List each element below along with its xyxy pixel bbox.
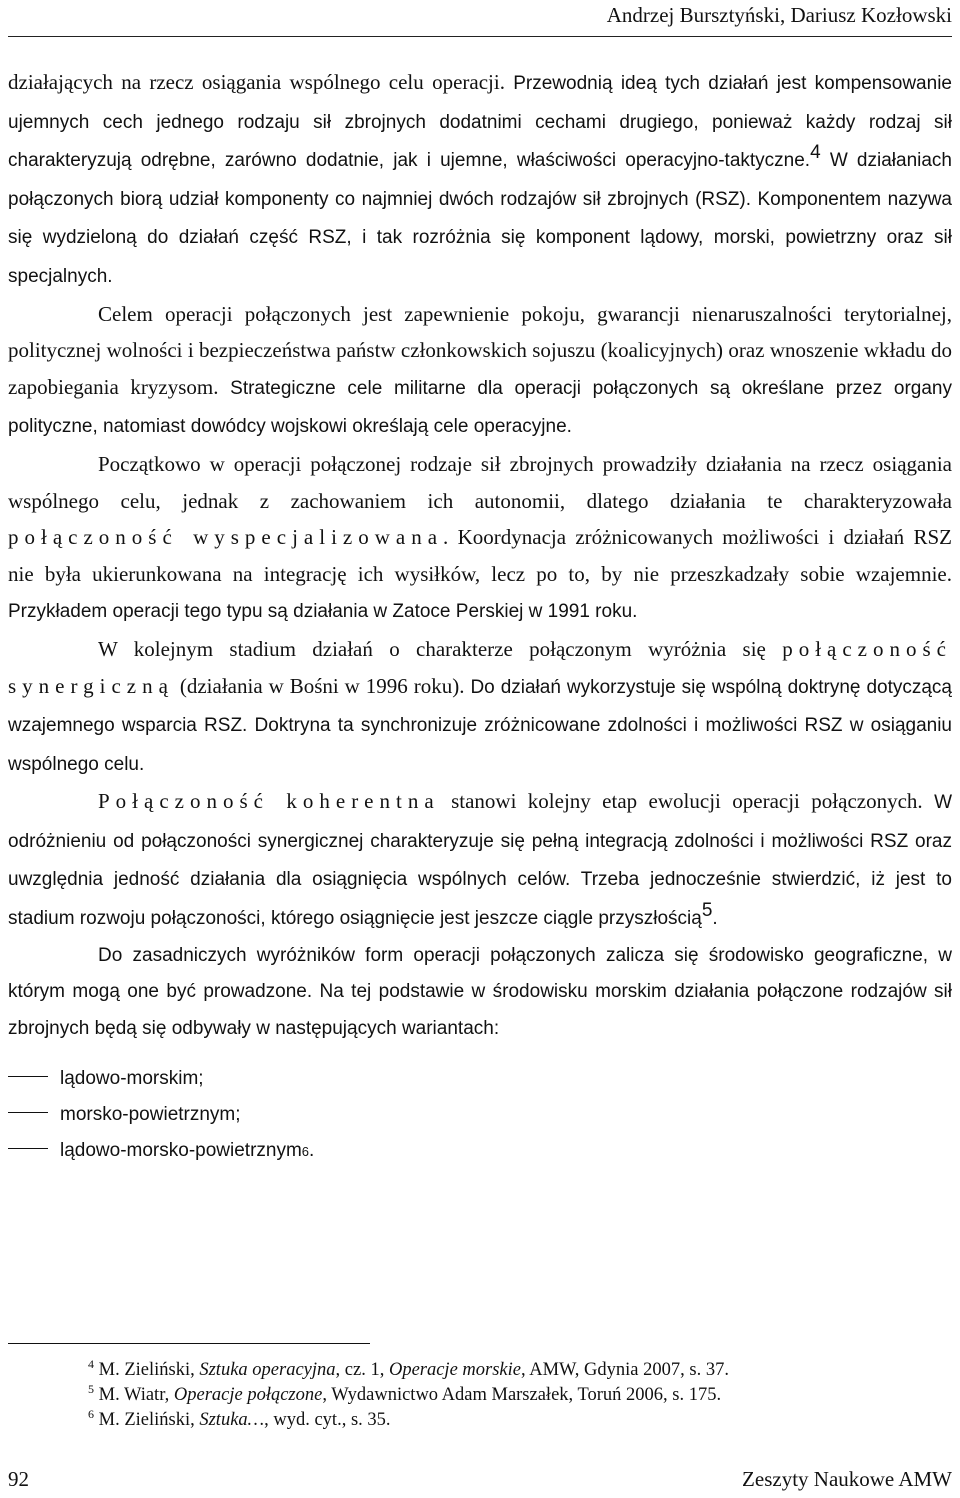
title-italic: Operacje połączone <box>173 1385 323 1405</box>
text-run: Do działań wykorzystuje się wspólną doktrynę dotyczącą wzajemnego wsparcia RSZ. Doktryna ta synchronizuje zróżnicowane zdolności i możliwości RSZ w osiąganiu wspólnego celu. <box>8 676 952 775</box>
paragraph-4 <box>8 631 952 783</box>
footnote-ref[interactable]: 4 <box>810 142 821 164</box>
text-run: Celem operacji połączonych jest zapewnienie pokoju, gwarancji nienaruszalności terytorialnej, politycznej wolności i bezpieczeństwa państw członkowskich sojuszu (koalicyjnych) oraz wnoszenie wkładu do zapobiegania kryzysom. <box>8 301 952 399</box>
text-run: W działaniach połączonych biorą udział komponenty co najmniej dwóch rodzajów sił zbrojnych (RSZ). Komponentem nazywa się wydzieloną do działań część RSZ, i tak rozróżnia się komponent lądowy, morski, powietrzny oraz sił specjalnych. <box>8 150 952 287</box>
text-run: (działania w Bośni w 1996 roku). <box>173 673 471 698</box>
footnote-5 <box>88 1383 948 1408</box>
text-run: W odróżnieniu od połączoności synergicznej charakteryzuje się pełną integracją zdolności i możliwości RSZ oraz uwzględnia jedność działania dla osiągnięcia wspólnych celów. Trzeba jednocześnie stwierdzić, iż jest to stadium rozwoju połączoności, którego osiągnięcie jest jeszcze ciągle przyszłością <box>8 792 952 930</box>
text-run: , AMW, Gdynia 2007, s. 37. <box>520 1360 729 1380</box>
text-run: działających na rzecz osiągania wspólnego celu operacji. <box>8 70 514 94</box>
list-item <box>8 1097 952 1133</box>
list-item-text: morsko-powietrznym; <box>60 1104 241 1126</box>
paragraph-6 <box>8 938 952 1048</box>
text-run: M. Zieliński, <box>94 1360 200 1380</box>
dash-bullet <box>8 1148 48 1149</box>
variants-list <box>8 1061 952 1169</box>
text-run: Przykładem operacji tego typu są działania w Zatoce Perskiej w 1991 roku. <box>8 601 638 623</box>
list-item-text: lądowo-morskim; <box>60 1068 204 1090</box>
text-run: , wyd. cyt., s. 35. <box>264 1410 391 1430</box>
list-item-text: lądowo-morsko-powietrznym <box>60 1140 302 1162</box>
text-run: , cz. 1, <box>335 1360 389 1380</box>
emphasized-term: połączoność wyspecjalizowana <box>8 525 444 550</box>
body-text <box>8 64 952 1169</box>
dash-bullet <box>8 1112 48 1113</box>
header-rule <box>8 36 952 37</box>
title-italic: Sztuka… <box>199 1410 265 1430</box>
journal-title: Zeszyty Naukowe AMW <box>742 1467 952 1491</box>
list-item-text: . <box>309 1140 315 1162</box>
footnote-number: 5 <box>88 1382 94 1396</box>
footnote-number: 4 <box>88 1357 94 1371</box>
page-number: 92 <box>8 1467 29 1491</box>
emphasized-term: połączoność synergiczną <box>8 636 952 698</box>
running-header: Andrzej Bursztyński, Dariusz Kozłowski <box>606 3 952 27</box>
text-run: Do zasadniczych wyróżników form operacji połączonych zalicza się środowisko geograficzne, w którym mogą one być prowadzone. Na tej podstawie w środowisku morskim działania połączone rodzajów sił zbrojnych będą się odbywały w następujących wariantach: <box>8 944 952 1039</box>
list-item: lądowo-morsko-powietrznym 6 . <box>8 1133 952 1169</box>
dash-bullet <box>8 1076 48 1077</box>
footnote-number: 6 <box>88 1407 94 1421</box>
footnote-ref[interactable]: 5 <box>701 900 713 922</box>
paragraph-3 <box>8 446 952 631</box>
text-run: Przewodnią ideą tych działań jest kompensowanie ujemnych cech jednego rodzaju sił zbrojnych dodatnimi cechami drugiego, ponieważ każdy rodzaj sił charakteryzują odrębne, zarówno dodatnie, jak i ujemne, właściwości operacyjno-taktyczne. <box>8 73 952 172</box>
text-run: W kolejnym stadium działań o charakterze połączonym wyróżnia się <box>98 636 783 661</box>
text-run: , Wydawnictwo Adam Marszałek, Toruń 2006, s. 175. <box>322 1385 722 1405</box>
footnote-6 <box>88 1408 948 1433</box>
footnote-4 <box>88 1358 948 1383</box>
text-run: . <box>712 908 718 930</box>
paragraph-1 <box>8 64 952 296</box>
list-item <box>8 1061 952 1097</box>
title-italic: Operacje morskie <box>388 1360 521 1380</box>
paragraph-2 <box>8 296 952 446</box>
footnotes <box>88 1358 948 1433</box>
text-run: stanowi kolejny etap ewolucji operacji połączonych. <box>439 789 935 814</box>
emphasized-term: Połączoność koherentna <box>98 789 440 814</box>
text-run: Strategiczne cele militarne dla operacji połączonych są określane przez organy polityczne, natomiast dowódcy wojskowi określają cele operacyjne. <box>8 377 953 438</box>
title-italic: Sztuka operacyjna <box>199 1360 336 1380</box>
text-run: Początkowo w operacji połączonej rodzaje sił zbrojnych prowadziły działania na rzecz osiągania wspólnego celu, jednak z zachowaniem ich autonomii, dlatego działania te charakteryzowała <box>8 451 952 513</box>
text-run: M. Zieliński, <box>94 1410 200 1430</box>
paragraph-5 <box>8 783 952 937</box>
footnote-rule <box>8 1343 370 1344</box>
text-run: M. Wiatr, <box>94 1385 174 1405</box>
text-run: . Koordynacja zróżnicowanych możliwości i działań RSZ nie była ukierunkowana na integrację ich wysiłków, lecz po to, by nie przeszkadzały sobie wzajemnie. <box>8 525 952 586</box>
